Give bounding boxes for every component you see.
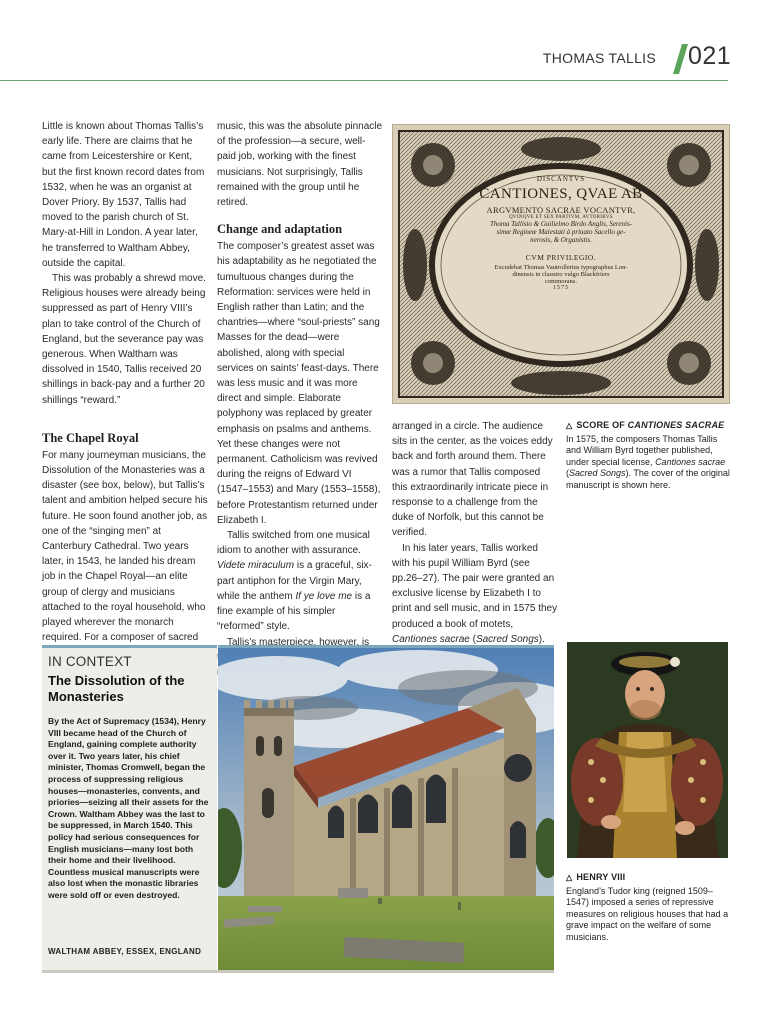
paragraph: In his later years, Tallis worked with his pupil William Byrd (see pp.26–27). The pair were granted an exclusive license by Elizabeth I to print and sell music, and in 1575 they produced a book of motets, Cantiones sacrae (Sacred Songs). [392,542,558,645]
in-context-label: IN CONTEXT [48,654,132,669]
caption-title: △ HENRY VIII [566,872,626,882]
score-line: commorans. [545,278,577,285]
photo-location-label: WALTHAM ABBEY, ESSEX, ENGLAND [48,947,202,956]
score-line: nerosis, & Organistis. [530,236,592,244]
caption-body: In 1575, the composers Thomas Tallis and William Byrd together published, under special license, Cantiones sacrae (Sacred Songs). The cover of the original manuscript is shown here. [566,433,730,490]
paragraph: For many journeyman musicians, the Dissolution of the Monasteries was a disaster (see box, below), but Tallis’s talent and ambition helped secure his future. He soon found another job, as one of the “singing men” at Canterbury Cathedral. Two years later, in 1543, he landed his dream job in the Chapel Royal—an elite group of clergy and musicians attached to the royal household, who played wherever the monarch required. For a composer of sacred [42,449,208,644]
in-context-title: The Dissolution of the Monasteries [48,673,185,704]
header-rule [0,80,728,81]
waltham-abbey-photo [218,645,554,973]
running-head-title: THOMAS TALLIS [542,50,656,66]
paragraph: This was probably a shrewd move. Religious houses were already being suppressed as part of Henry VIII’s plan to take control of the Church of England, but the severance pay was generous. When Waltham was dissolved in 1540, Tallis received 20 shillings in back-pay and a further 20 shillings “reward.” [42,273,206,406]
section-heading: The Chapel Royal [42,430,139,445]
paragraph: Tallis switched from one musical idiom to another with assurance. Videte miraculum is a graceful, six-part antiphon for the Virgin Mary, while the anthem If ye love me is a fine example of his simpler “reformed” style. [217,530,372,633]
score-line: DISCANTVS [536,175,586,183]
triangle-marker-icon: △ [566,421,573,430]
score-caption [566,420,730,492]
score-line: CVM PRIVILEGIO. [525,253,597,262]
abbey-illustration [218,648,554,973]
text-column-2 [217,119,383,680]
score-line: simæ Regineæ Maiestati à priuato Sacello ge- [496,228,626,236]
paragraph: Little is known about Thomas Tallis’s early life. There are claims that he came from Leicestershire or Kent, but the first known record dates from 1532, when he was an organist at Dover Priory. By 1537, Tallis had moved to the parish church of St. Mary-at-Hill in London. A year later, he transferred to Waltham Abbey, outside the capital. [42,121,205,269]
paragraph: music, this was the absolute pinnacle of the profession—a secure, well-paid job, working with the finest musicians. Not surprisingly, Tallis remained with the group until he retired. [217,121,383,209]
score-line: 1575 [553,285,569,291]
text-column-3 [392,419,558,647]
in-context-body: By the Act of Supremacy (1534), Henry VIII became head of the Church of England, gaining complete authority over it. Two years later, his chief minister, Thomas Cromwell, began the process of suppressing religious houses—monasteries, convents, and priories—seizing all their assets for the Crown. Waltham Abbey was the last to be suppressed, in March 1540. This policy had serious consequences for English musicians—many lost both their home and their livelihood. Countless musical manuscripts were also lost when the monastic libraries were sold off or even destroyed. [48,716,209,900]
in-context-box [42,645,217,973]
score-line: Thoma Tallisio & Guilielmo Birdo Anglis, Serenis- [489,220,633,228]
box-bottom-rule [42,970,554,973]
cantiones-sacrae-title-page-image [392,124,730,404]
portrait-illustration [567,642,728,858]
paragraph: The composer’s greatest asset was his adaptability as he negotiated the tumultuous changes during the Reformation: services were held in English rather than Latin; and the chantries—where “soul-priests” sang Masses for the dead—were abolished, along with special services on saints’ feast-days. There was less music and it was more direct and simple. Elaborate polyphony was replaced by greater emphasis on psalms and anthems. Yet these changes were not permanent. Catholicism was revived during the reigns of Edward VI (1547–1553) and Mary (1553–1558), before Protestantism returned under Elizabeth I. [217,241,381,526]
portrait-caption [566,872,730,944]
section-heading: Change and adaptation [217,222,343,237]
henry-viii-portrait [567,642,728,858]
score-line: Excudebat Thomas Vautrollerius typographus Lon- [494,264,628,271]
text-column-1 [42,119,208,646]
score-text-block [463,175,659,291]
paragraph: arranged in a circle. The audience sits in the center, as the voices eddy back and forth around them. There was a rumor that Tallis composed this extraordinarily intricate piece in response to a challenge from the duke of Norfolk, but this cannot be verified. [392,421,553,539]
score-line: ARGVMENTO SACRAE VOCANTVR, [486,205,636,215]
score-title: CANTIONES, QVAE AB [479,186,643,202]
caption-body: England’s Tudor king (reigned 1509–1547) imposed a series of repressive measures on religious houses that had a grave impact on the welfare of some musicians. [566,885,729,942]
score-line: QVINQVE ET SEX PARTIVM, AVTORIBVS [509,215,613,220]
page-number: 021 [688,42,732,70]
caption-title: △ SCORE OF CANTIONES SACRAE [566,420,725,430]
triangle-marker-icon: △ [566,873,573,882]
score-line: dinensis in claustro vulgo Blackfriers [512,271,610,278]
paragraph: Tallis’s masterpiece, however, is [227,636,370,648]
